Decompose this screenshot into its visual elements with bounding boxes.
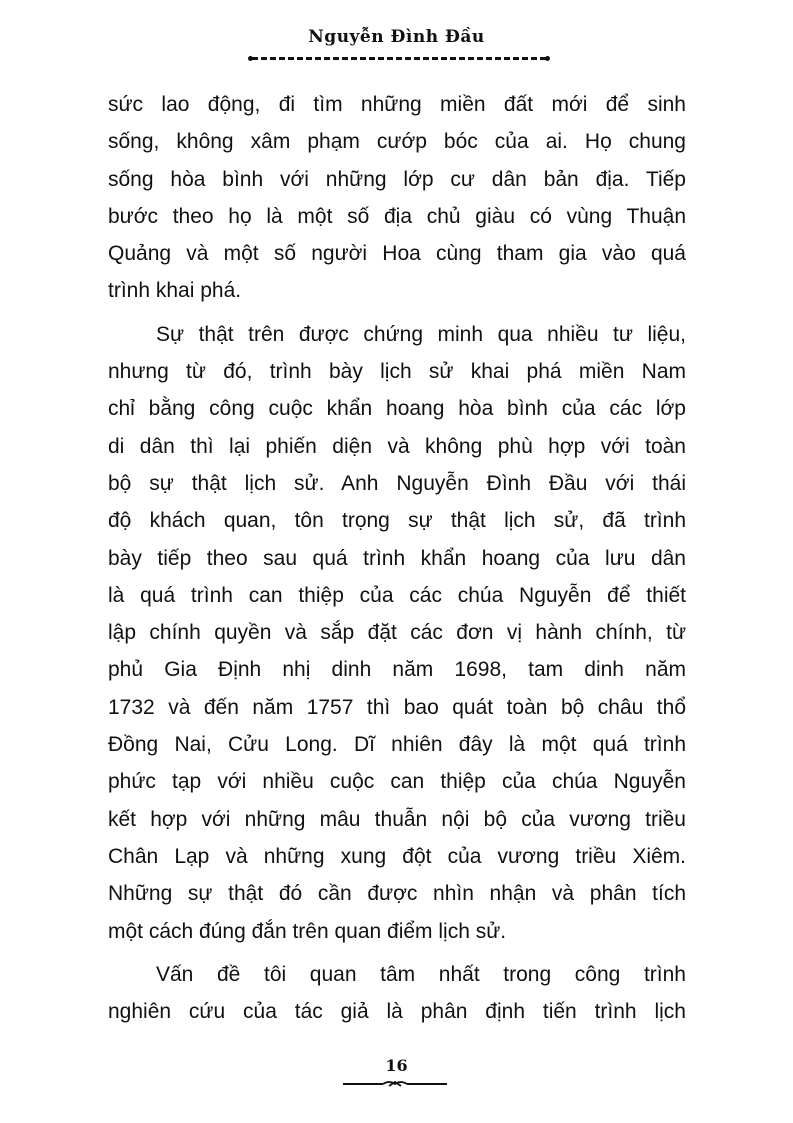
- text-line: lập chính quyền và sắp đặt các đơn vị hành chính, từ: [108, 621, 686, 645]
- text-line: Chân Lạp và những xung đột của vương triều Xiêm.: [108, 844, 686, 868]
- text-line: sống, không xâm phạm cướp bóc của ai. Họ chung: [108, 130, 686, 154]
- paragraph: [108, 956, 686, 1031]
- text-line: bày tiếp theo sau quá trình khẩn hoang của lưu dân: [108, 546, 686, 570]
- text-line: là quá trình can thiệp của các chúa Nguyễn để thiết: [108, 583, 686, 607]
- text-line: bộ sự thật lịch sử. Anh Nguyễn Đình Đầu với thái: [108, 471, 686, 495]
- text-line: Vấn đề tôi quan tâm nhất trong công trình: [156, 962, 686, 986]
- text-line: kết hợp với những mâu thuẫn nội bộ của vương triều: [108, 807, 686, 831]
- paragraph: [108, 316, 686, 950]
- text-line: sống hòa bình với những lớp cư dân bản địa. Tiếp: [108, 167, 686, 191]
- text-line: Quảng và một số người Hoa cùng tham gia vào quá: [108, 242, 686, 266]
- text-line: di dân thì lại phiến diện và không phù hợp với toàn: [108, 434, 686, 458]
- text-line: bước theo họ là một số địa chủ giàu có vùng Thuận: [108, 204, 686, 228]
- text-line: chỉ bằng công cuộc khẩn hoang hòa bình của các lớp: [108, 397, 686, 421]
- text-line: độ khách quan, tôn trọng sự thật lịch sử, đã trình: [108, 509, 686, 533]
- header-author-title: Nguyễn Đình Đầu: [308, 27, 485, 47]
- text-line: nghiên cứu của tác giả là phân định tiến trình lịch: [108, 1000, 686, 1024]
- text-line: một cách đúng đắn trên quan điểm lịch sử.: [108, 919, 507, 943]
- footer-ornament-icon: [343, 1080, 447, 1088]
- text-line: phức tạp với nhiều cuộc can thiệp của chúa Nguyễn: [108, 770, 686, 794]
- paragraph: [108, 86, 686, 310]
- text-line: sức lao động, đi tìm những miền đất mới để sinh: [108, 93, 686, 116]
- body-text: [108, 86, 686, 1030]
- text-line: phủ Gia Định nhị dinh năm 1698, tam dinh năm: [108, 658, 686, 682]
- text-line: Những sự thật đó cần được nhìn nhận và phân tích: [108, 882, 686, 906]
- page-number: 16: [385, 1056, 408, 1075]
- text-line: Đồng Nai, Cửu Long. Dĩ nhiên đây là một quá trình: [108, 733, 686, 757]
- text-line: trình khai phá.: [108, 279, 242, 303]
- text-line: 1732 và đến năm 1757 thì bao quát toàn bộ châu thổ: [108, 695, 686, 719]
- text-line: nhưng từ đó, trình bày lịch sử khai phá miền Nam: [108, 360, 686, 384]
- text-line: Sự thật trên được chứng minh qua nhiều tư liệu,: [156, 322, 686, 346]
- header-dashed-rule: [252, 57, 546, 60]
